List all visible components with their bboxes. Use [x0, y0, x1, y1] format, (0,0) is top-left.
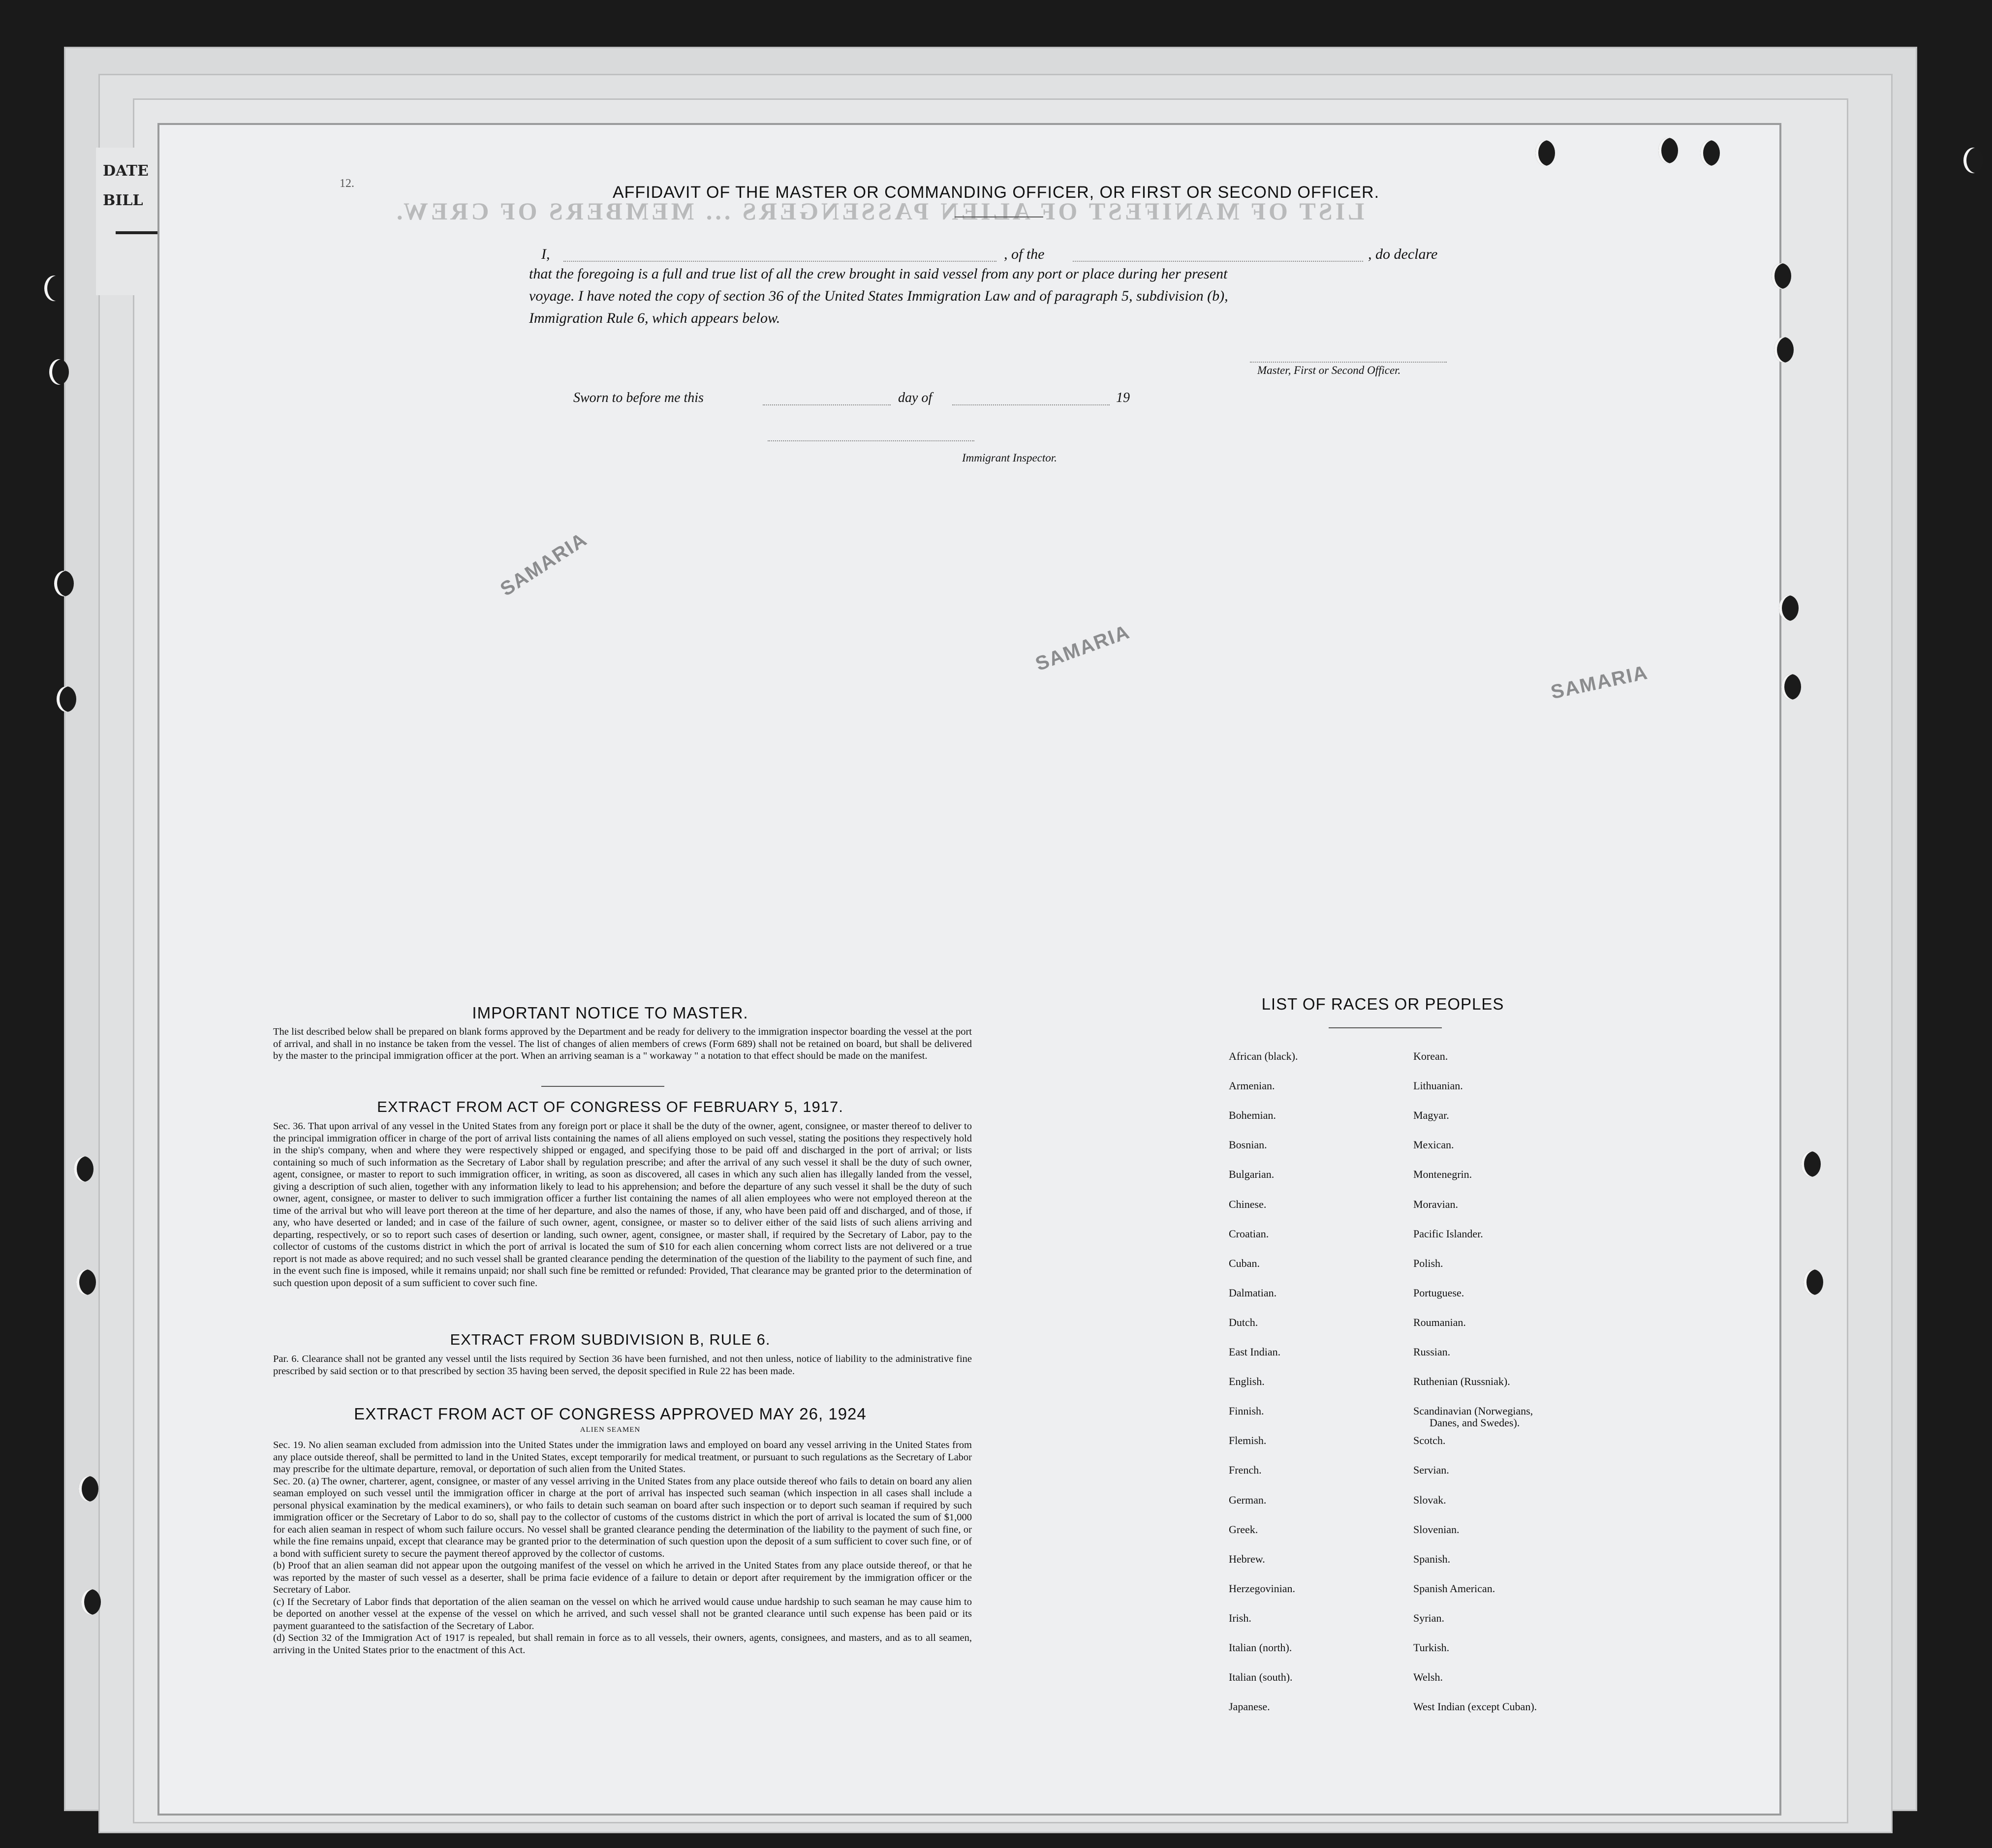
- race-item: German.: [1229, 1493, 1267, 1506]
- extract-1924-body: [273, 1439, 972, 1656]
- race-item: French.: [1229, 1464, 1262, 1477]
- punch-hole: [1804, 1269, 1823, 1295]
- affidavit-line-2: that the foregoing is a full and true list of all the crew brought in said vessel from any port or place during her present: [529, 266, 1228, 282]
- race-item: Dutch.: [1229, 1316, 1258, 1328]
- punch-hole: [44, 276, 64, 301]
- affidavit-of-the: , of the: [1004, 246, 1045, 262]
- race-item: Bosnian.: [1229, 1139, 1267, 1151]
- race-item: Welsh.: [1413, 1671, 1443, 1684]
- affidavit-line-i: I,: [541, 246, 550, 262]
- race-item: Danes, and Swedes).: [1430, 1417, 1520, 1429]
- notice-body: The list described below shall be prepared on blank forms approved by the Department and be ready for delivery to the immigration inspector boarding the vessel at the port of arrival, and shall in no instance be taken from the vessel. The list of changes of alien members of crews (Form 689) shall not be retained on board, but shall be delivered by the master to the principal immigration officer at the port. When an arriving seaman is a " workaway " a notation to that effect should be made on the manifest.: [273, 1026, 972, 1061]
- race-item: Armenian.: [1229, 1079, 1275, 1092]
- page-number: 12.: [340, 177, 354, 190]
- race-item: East Indian.: [1229, 1346, 1281, 1358]
- race-item: Cuban.: [1229, 1257, 1260, 1269]
- side-rule-1: [116, 231, 160, 234]
- punch-hole: [1700, 140, 1720, 166]
- punch-hole: [81, 1589, 101, 1615]
- race-item: Scandinavian (Norwegians,: [1413, 1405, 1533, 1417]
- punch-hole: [76, 1269, 96, 1295]
- race-item: Bohemian.: [1229, 1109, 1276, 1122]
- race-item: Greek.: [1229, 1523, 1258, 1536]
- race-item: Russian.: [1413, 1346, 1451, 1358]
- affidavit-line-3: voyage. I have noted the copy of section 36 of the United States Immigration Law and of paragraph 5, subdivision (b),: [529, 288, 1228, 304]
- extract-1924-sec20a: Sec. 20. (a) The owner, charterer, agent, consignee, or master of any vessel arriving in the United States from any place outside thereof who fails to detain on board any alien seaman employed on such vessel until the immigration officer in charge at the port of arrival has inspected such seaman (which inspection in all cases shall include a personal physical examination by the medical examiners), or who fails to detain such seaman on board after such inspection or to deport such seaman if required by such immigration officer or the Secretary of Labor to do so, shall pay to the collector of customs of the customs district in which the port of arrival is located the sum of $1,000 for each alien seaman in respect of whom such failure occurs. No vessel shall be granted clearance pending the determination of the liability to the payment of such fine, or while the fine remains unpaid, except that clearance may be granted prior to the determination of such question upon the deposit of a sum sufficient to cover such fine, or of a bond with sufficient surety to secure the payment thereof approved by the collector of customs.: [273, 1476, 972, 1559]
- extract-1924-sec20b: (b) Proof that an alien seaman did not appear upon the outgoing manifest of the vessel on which he arrived in the United States from any place outside thereof, or that he was reported by the master of such vessel as a deserter, shall be prima facie evidence of a failure to detain or deport after requirement by the immigration officer or the Secretary of Labor.: [273, 1560, 972, 1595]
- race-item: Slovak.: [1413, 1493, 1446, 1506]
- extract-rule6-title: EXTRACT FROM SUBDIVISION B, RULE 6.: [450, 1331, 771, 1348]
- ghost-text: LIST OF MANIFEST OF ALIEN PASSENGERS ... MEMBERS OF CREW.: [394, 197, 1365, 225]
- inspector-caption: Immigrant Inspector.: [962, 452, 1057, 464]
- race-item: Chinese.: [1229, 1198, 1267, 1210]
- race-item: Spanish American.: [1413, 1582, 1495, 1595]
- notice-title: IMPORTANT NOTICE TO MASTER.: [472, 1004, 748, 1022]
- race-item: West Indian (except Cuban).: [1413, 1700, 1537, 1713]
- side-label-bill: BILL: [103, 192, 143, 209]
- sworn-day-blank: [763, 404, 891, 405]
- left-tab: [96, 148, 165, 295]
- affidavit-title-rule: [955, 216, 1043, 217]
- affidavit-declare: , do declare: [1368, 246, 1438, 262]
- punch-hole: [1772, 263, 1791, 289]
- race-item: Lithuanian.: [1413, 1079, 1463, 1092]
- race-item: Japanese.: [1229, 1700, 1270, 1713]
- extract-1924-subtitle: ALIEN SEAMEN: [580, 1426, 641, 1434]
- side-label-date: DATE: [103, 162, 149, 180]
- samaria-stamp-2: SAMARIA: [1032, 621, 1133, 676]
- race-item: Turkish.: [1413, 1641, 1450, 1654]
- race-item: Spanish.: [1413, 1552, 1451, 1565]
- races-title-rule: [1329, 1027, 1442, 1028]
- race-item: Italian (south).: [1229, 1671, 1293, 1684]
- race-item: Ruthenian (Russniak).: [1413, 1375, 1510, 1388]
- punch-hole: [1535, 140, 1555, 166]
- race-item: Croatian.: [1229, 1227, 1269, 1240]
- race-item: Servian.: [1413, 1464, 1449, 1477]
- race-item: Scotch.: [1413, 1434, 1446, 1447]
- punch-hole: [49, 359, 69, 385]
- punch-hole: [79, 1476, 98, 1502]
- race-item: Roumanian.: [1413, 1316, 1466, 1328]
- notice-rule: [541, 1086, 664, 1087]
- punch-hole: [1779, 595, 1799, 621]
- sworn-year: 19: [1116, 390, 1130, 405]
- punch-hole: [1781, 674, 1801, 700]
- punch-hole: [1774, 337, 1794, 363]
- samaria-stamp-1: SAMARIA: [496, 528, 591, 601]
- race-item: Herzegovinian.: [1229, 1582, 1295, 1595]
- punch-hole: [74, 1156, 93, 1182]
- extract-1924-title: EXTRACT FROM ACT OF CONGRESS APPROVED MAY 26, 1924: [354, 1405, 867, 1423]
- race-item: Flemish.: [1229, 1434, 1267, 1447]
- race-item: Korean.: [1413, 1050, 1448, 1062]
- race-item: Hebrew.: [1229, 1552, 1265, 1565]
- affidavit-line-4: Immigration Rule 6, which appears below.: [529, 310, 780, 326]
- sworn-prefix: Sworn to before me this: [573, 390, 704, 405]
- race-item: Syrian.: [1413, 1611, 1444, 1624]
- race-item: Finnish.: [1229, 1405, 1264, 1417]
- race-item: Mexican.: [1413, 1139, 1454, 1151]
- race-item: Italian (north).: [1229, 1641, 1292, 1654]
- race-item: English.: [1229, 1375, 1265, 1388]
- race-item: Portuguese.: [1413, 1286, 1464, 1299]
- race-item: Slovenian.: [1413, 1523, 1460, 1536]
- affidavit-title: AFFIDAVIT OF THE MASTER OR COMMANDING OFFICER, OR FIRST OR SECOND OFFICER.: [612, 183, 1380, 202]
- vessel-blank: [1073, 261, 1363, 262]
- extract-1917-body: Sec. 36. That upon arrival of any vessel in the United States from any foreign port or place it shall be the duty of the owner, agent, consignee, or master thereof to deliver to the principal immigration officer in charge of the port of arrival lists containing the names of all aliens employed on such vessel, stating the positions they respectively hold in the ship's company, when and where they were respectively shipped or engaged, and specifying those to be paid off and discharged in the port of arrival; or lists containing so much of such information as the Secretary of Labor shall by regulation prescribe; and after the arrival of any such vessel it shall be the duty of such owner, agent, consignee, or master to report to such immigration officer, in writing, as soon as discovered, all cases in which any such alien has illegally landed from the vessel, giving a description of such alien, together with any information likely to lead to his apprehension; and before the departure of any such vessel it shall be the duty of such owner, agent, consignee, or master to deliver to such immigration officer a further list containing the names of all alien employees who were not employed thereon at the time of the arrival but who will leave port thereon at the time of her departure, and also the names of those, if any, who have been paid off and discharged, and of those, if any, who have deserted or landed; and in case of the failure of such owner, agent, consignee, or master so to deliver either of the said lists of such aliens arriving and departing, respectively, or so to report such cases of desertion or landing, such owner, agent, consignee, or master shall, if required by the Secretary of Labor, pay to the collector of customs of the customs district in which the port of arrival is located the sum of $10 for each alien concerning whom correct lists are not delivered or a true report is not made as above required; and no such vessel shall be granted clearance pending the determination of the question of the liability to the payment of such fine, and in the event such fine is imposed, while it remains unpaid; nor shall such fine be remitted or refunded: Provided, That clearance may be granted prior to the determination of such question upon deposit of a sum sufficient to cover such fine.: [273, 1121, 972, 1289]
- punch-hole: [57, 686, 76, 712]
- races-title: LIST OF RACES OR PEOPLES: [1261, 995, 1504, 1013]
- punch-hole: [1963, 148, 1983, 173]
- extract-1917-title: EXTRACT FROM ACT OF CONGRESS OF FEBRUARY 5, 1917.: [377, 1098, 843, 1115]
- race-item: Polish.: [1413, 1257, 1443, 1269]
- race-item: Magyar.: [1413, 1109, 1449, 1122]
- punch-hole: [1658, 138, 1678, 163]
- sworn-month-blank: [952, 404, 1110, 405]
- race-item: Montenegrin.: [1413, 1168, 1472, 1181]
- extract-1924-sec20d: (d) Section 32 of the Immigration Act of 1917 is repealed, but shall remain in force as to all vessels, their owners, agents, consignees, and masters, and as to all seamen, arriving in the United States prior to the enactment of this Act.: [273, 1632, 972, 1656]
- signature-blank: [1250, 362, 1447, 363]
- race-item: Dalmatian.: [1229, 1286, 1277, 1299]
- punch-hole: [1801, 1151, 1821, 1177]
- extract-1924-sec20c: (c) If the Secretary of Labor finds that deportation of the alien seaman on the vessel on which he arrived would cause undue hardship to such seaman he may cause him to be deported on another vessel at the expense of the vessel on which he arrived, and such vessel shall not be granted clearance until such expense has been paid or its payment guaranteed to the satisfaction of the Secretary of Labor.: [273, 1596, 972, 1632]
- sworn-day-of: day of: [898, 390, 933, 405]
- name-blank: [563, 261, 996, 262]
- race-item: African (black).: [1229, 1050, 1298, 1062]
- race-item: Pacific Islander.: [1413, 1227, 1483, 1240]
- race-item: Bulgarian.: [1229, 1168, 1275, 1181]
- inspector-blank: [768, 440, 974, 441]
- extract-rule6-body: Par. 6. Clearance shall not be granted any vessel until the lists required by Section 36 have been furnished, and not then unless, notice of liability to the administrative fine prescribed by said section or to that prescribed by section 35 having been served, the deposit specified in Rule 22 has been made.: [273, 1354, 972, 1377]
- signature-caption: Master, First or Second Officer.: [1257, 364, 1401, 376]
- punch-hole: [54, 571, 74, 596]
- race-item: Irish.: [1229, 1611, 1251, 1624]
- samaria-stamp-3: SAMARIA: [1549, 661, 1650, 704]
- extract-1924-sec19: Sec. 19. No alien seaman excluded from admission into the United States under the immigration laws and employed on board any vessel arriving in the United States from any place outside thereof, shall be permitted to land in the United States, except temporarily for medical treatment, or pursuant to such regulations as the Secretary of Labor may prescribe for the ultimate departure, removal, or deportation of such alien from the United States.: [273, 1440, 972, 1475]
- race-item: Moravian.: [1413, 1198, 1459, 1210]
